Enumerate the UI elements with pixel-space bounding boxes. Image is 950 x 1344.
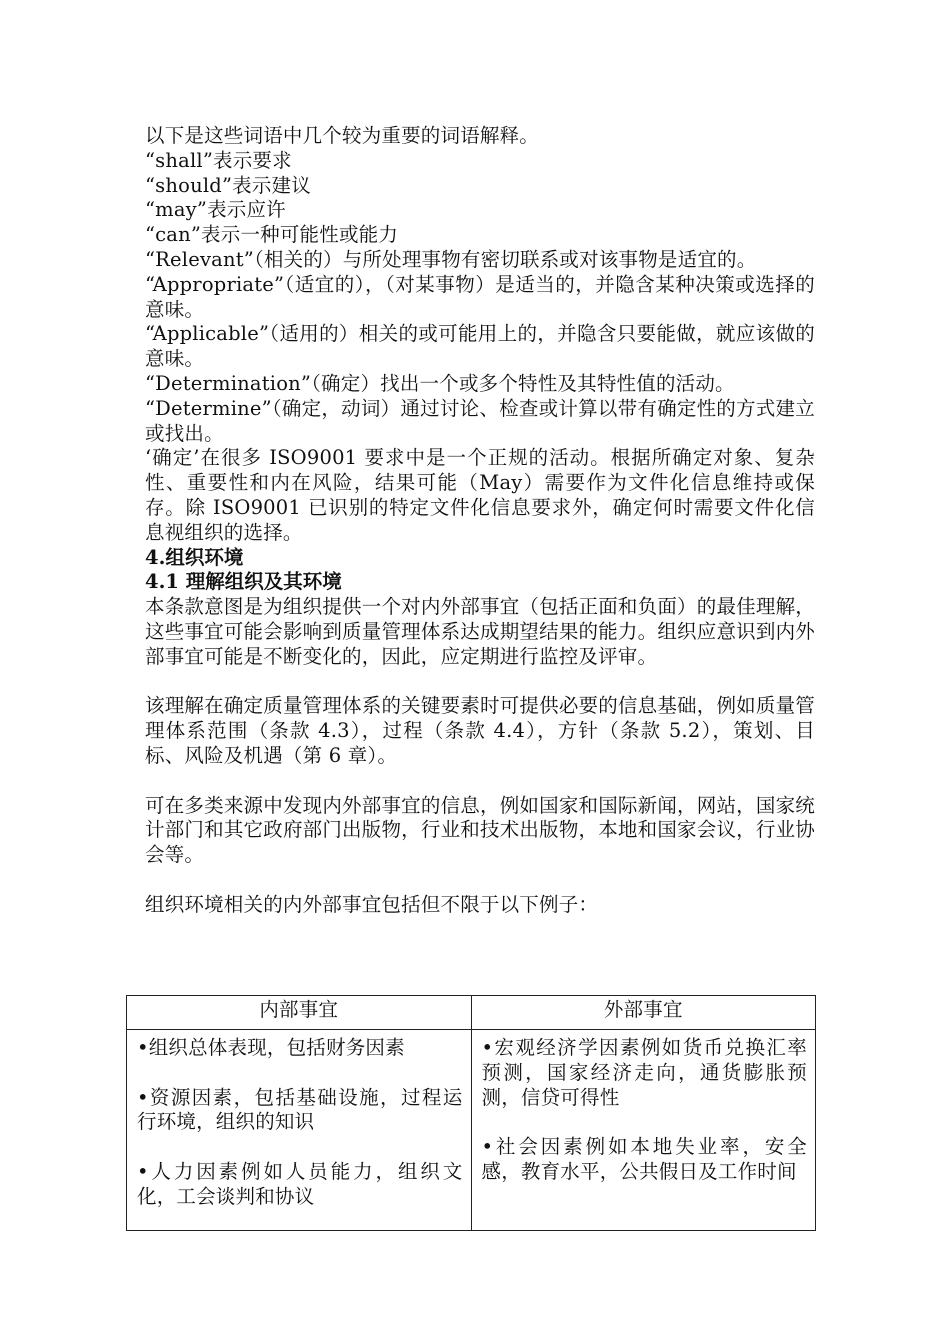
- section-title: 4.组织环境: [145, 545, 244, 569]
- definition-can: “can”表示一种可能性或能力: [145, 223, 399, 247]
- intent-paragraph: 本条款意图是为组织提供一个对内外部事宜（包括正面和负面）的最佳理解，这些事宜可能会影响到质量管理体系达成期望结果的能力。组织应意识到内外部事宜可能是不断变化的，因此，应定期进行监控及评审。: [145, 595, 815, 668]
- paragraph-spacer: [145, 868, 815, 893]
- definition-may: “may”表示应许: [145, 198, 286, 222]
- internal-issue-item: •人力因素例如人员能力，组织文化，工会谈判和协议: [137, 1159, 463, 1208]
- paragraph-spacer: [145, 769, 815, 794]
- definition-determine: “Determine”（确定，动词）通过讨论、检查或计算以带有确定性的方式建立或找出。: [145, 396, 815, 445]
- section-subtitle: 4.1 理解组织及其环境: [145, 570, 342, 594]
- document-body: [145, 124, 815, 918]
- table-row: [127, 1030, 816, 1231]
- definition-applicable: “Applicable”（适用的）相关的或可能用上的，并隐含只要能做，就应该做的意味。: [145, 322, 815, 371]
- external-issue-item: •宏观经济学因素例如货币兑换汇率预测，国家经济走向，通货膨胀预测，信贷可得性: [481, 1036, 807, 1109]
- definition-relevant: “Relevant”（相关的）与所处理事物有密切联系或对该事物是适宜的。: [145, 247, 757, 271]
- internal-issues-cell: [127, 1030, 472, 1231]
- sources-paragraph: 可在多类来源中发现内外部事宜的信息，例如国家和国际新闻，网站，国家统计部门和其它政府部门出版物，行业和技术出版物，本地和国家会议，行业协会等。: [145, 793, 815, 867]
- determination-note: ‘确定’在很多 ISO9001 要求中是一个正规的活动。根据所确定对象、复杂性、重要性和内在风险，结果可能（May）需要作为文件化信息维持或保存。除 ISO9001 已识别的特定文件化信息要求外，确定何时需要文件化信息视组织的选择。: [145, 446, 815, 544]
- internal-issue-item: •资源因素，包括基础设施，过程运行环境，组织的知识: [137, 1085, 463, 1134]
- paragraph-spacer: [145, 670, 815, 695]
- table-header-row: [127, 996, 816, 1030]
- header-internal-issues: 内部事宜: [127, 996, 472, 1030]
- definitions-intro: 以下是这些词语中几个较为重要的词语解释。: [145, 124, 540, 147]
- header-external-issues: 外部事宜: [471, 996, 816, 1030]
- understanding-paragraph: 该理解在确定质量管理体系的关键要素时可提供必要的信息基础，例如质量管理体系范围（条款 4.3），过程（条款 4.4），方针（条款 5.2），策划、目标、风险及机遇（第 6 章）。: [145, 694, 815, 767]
- table-intro: 组织环境相关的内外部事宜包括但不限于以下例子：: [145, 892, 599, 916]
- internal-issue-item: •组织总体表现，包括财务因素: [137, 1036, 405, 1059]
- definition-appropriate: “Appropriate”（适宜的），（对某事物）是适当的，并隐含某种决策或选择的意味。: [145, 272, 815, 321]
- issues-table: [126, 995, 816, 1231]
- definition-should: “should”表示建议: [145, 173, 311, 197]
- definition-shall: “shall”表示要求: [145, 148, 292, 172]
- issues-table-container: [126, 995, 816, 1231]
- external-issue-item: •社会因素例如本地失业率，安全感，教育水平，公共假日及工作时间: [481, 1135, 807, 1183]
- definition-determination: “Determination”（确定）找出一个或多个特性及其特性值的活动。: [145, 371, 735, 395]
- external-issues-cell: [471, 1030, 816, 1231]
